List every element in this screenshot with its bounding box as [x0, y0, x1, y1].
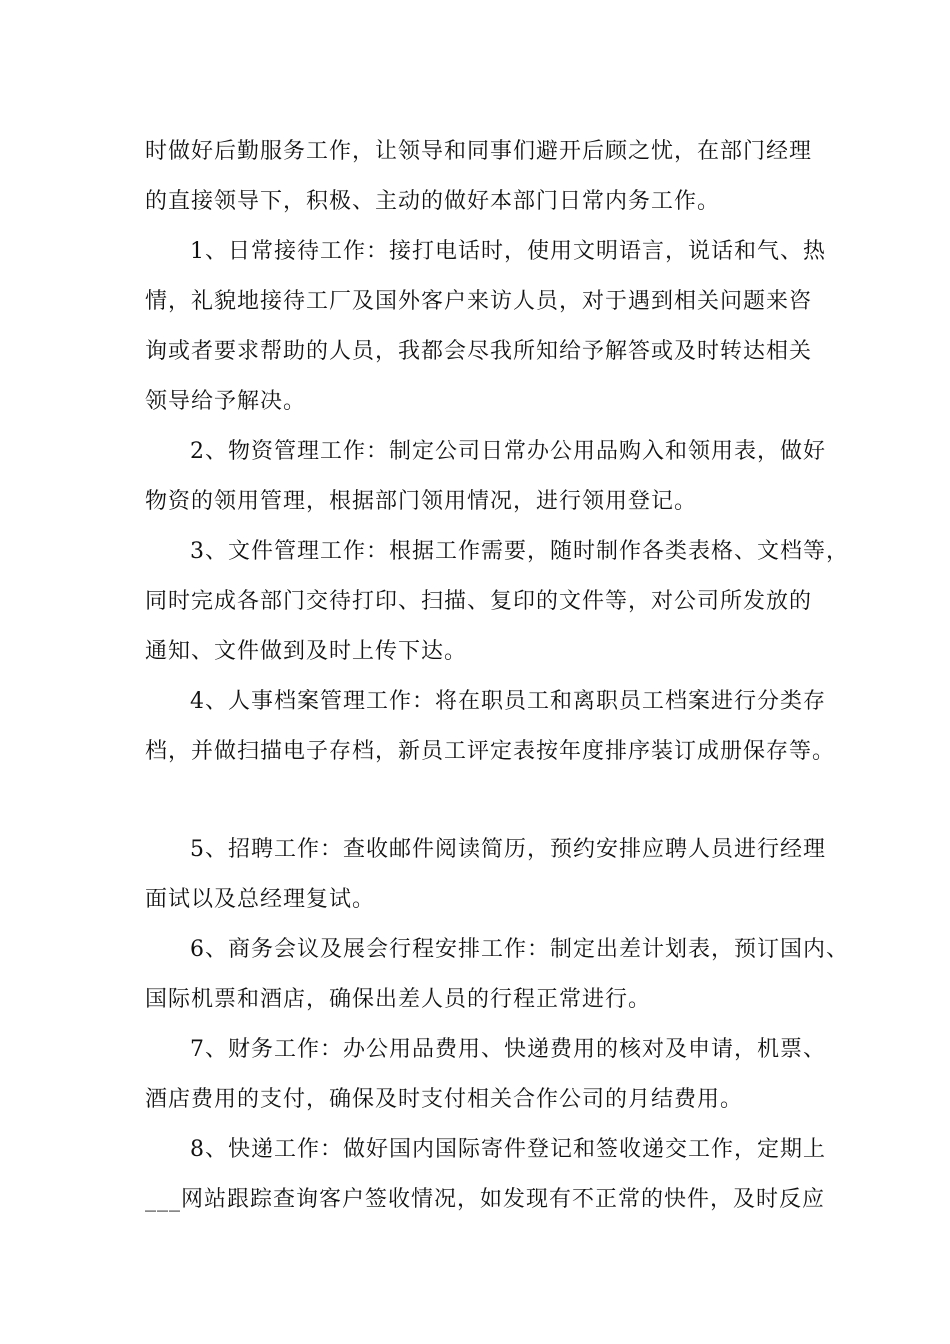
text-line: 情，礼貌地接待工厂及国外客户来访人员，对于遇到相关问题来咨: [145, 289, 813, 314]
text-line: 1、日常接待工作：接打电话时，使用文明语言，说话和气、热: [190, 239, 826, 264]
text-line: 7、财务工作：办公用品费用、快递费用的核对及申请，机票、: [190, 1037, 826, 1062]
text-line: 面试以及总经理复试。: [145, 887, 376, 912]
text-line: 领导给予解决。: [145, 389, 307, 414]
text-line: 国际机票和酒店，确保出差人员的行程正常进行。: [145, 987, 652, 1012]
text-line: 6、商务会议及展会行程安排工作：制定出差计划表，预订国内、: [190, 937, 849, 962]
text-line: 询或者要求帮助的人员，我都会尽我所知给予解答或及时转达相关: [145, 339, 813, 364]
text-line: 5、招聘工作：查收邮件阅读简历，预约安排应聘人员进行经理: [190, 837, 826, 862]
text-line: 2、物资管理工作：制定公司日常办公用品购入和领用表，做好: [190, 439, 826, 464]
text-line: 酒店费用的支付，确保及时支付相关合作公司的月结费用。: [145, 1087, 744, 1112]
text-line: 8、快递工作：做好国内国际寄件登记和签收递交工作，定期上: [190, 1137, 826, 1162]
text-line: 4、人事档案管理工作：将在职员工和离职员工档案进行分类存: [190, 689, 826, 714]
text-line: 通知、文件做到及时上传下达。: [145, 639, 468, 664]
text-line: 的直接领导下，积极、主动的做好本部门日常内务工作。: [145, 189, 721, 214]
text-line: 档，并做扫描电子存档，新员工评定表按年度排序装订成册保存等。: [145, 739, 836, 764]
text-line: 时做好后勤服务工作，让领导和同事们避开后顾之忧，在部门经理: [145, 139, 813, 164]
text-line: 物资的领用管理，根据部门领用情况，进行领用登记。: [145, 489, 698, 514]
text-line: 同时完成各部门交待打印、扫描、复印的文件等，对公司所发放的: [145, 589, 813, 614]
text-line: 3、文件管理工作：根据工作需要，随时制作各类表格、文档等，: [190, 539, 849, 564]
text-line: ___网站跟踪查询客户签收情况，如发现有不正常的快件，及时反应: [145, 1187, 826, 1212]
